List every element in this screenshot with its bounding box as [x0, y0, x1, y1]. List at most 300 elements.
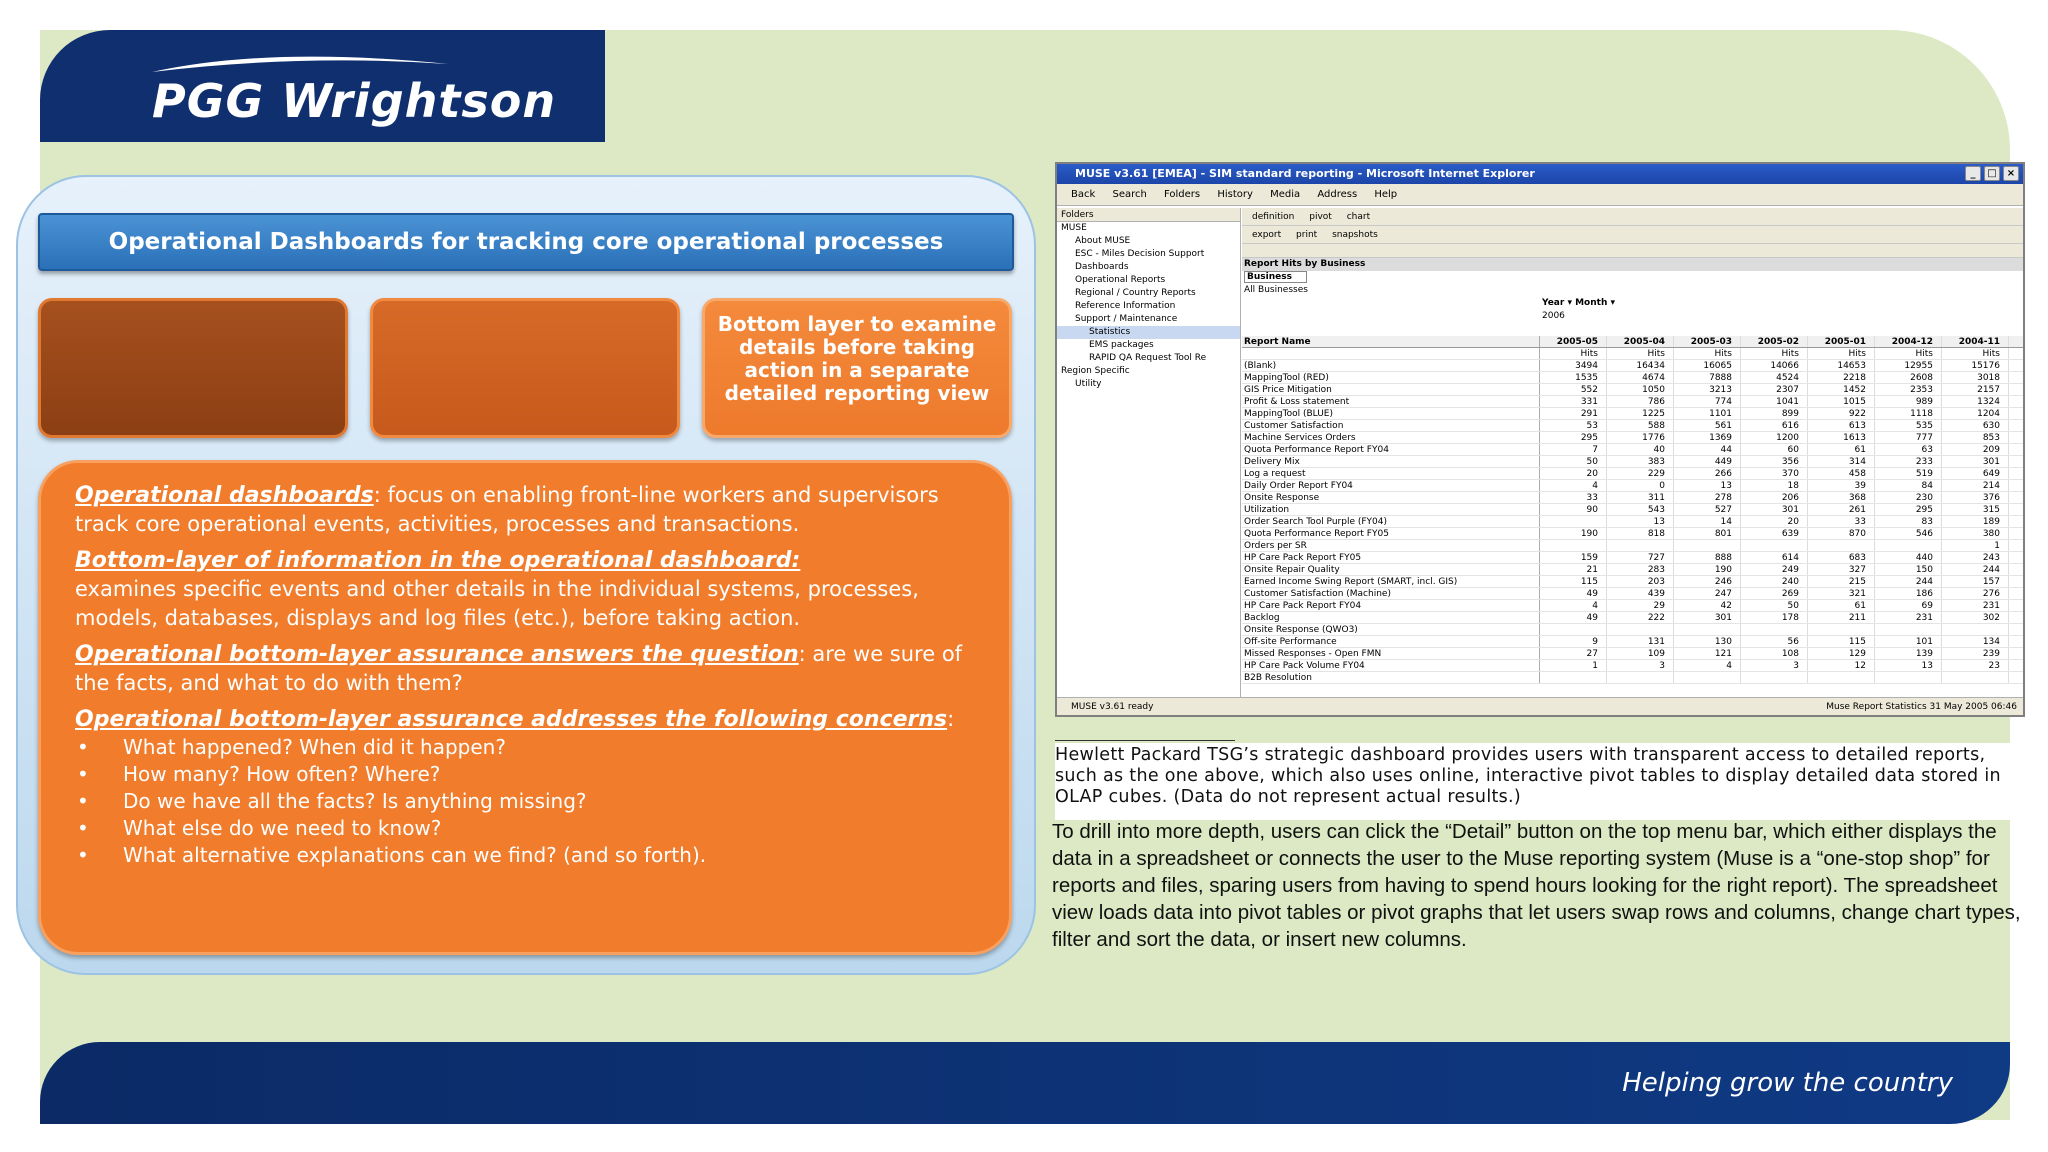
table-cell: 321	[1808, 588, 1875, 599]
table-cell	[1942, 672, 2009, 683]
table-cell: 83	[1875, 516, 1942, 527]
table-cell: 380	[1942, 528, 2009, 539]
table-cell: 327	[1808, 564, 1875, 575]
table-cell: 190	[1674, 564, 1741, 575]
table-cell: Hits	[1674, 348, 1741, 359]
table-cell: 14653	[1808, 360, 1875, 371]
table-cell: 231	[1875, 612, 1942, 623]
table-cell: 33	[1540, 492, 1607, 503]
row-label: Customer Satisfaction	[1242, 420, 1540, 431]
table-cell: 1776	[1607, 432, 1674, 443]
table-cell: 2353	[1875, 384, 1942, 395]
snapshots-button[interactable]: snapshots	[1332, 230, 1378, 240]
table-cell: 84	[1875, 480, 1942, 491]
body-text: To drill into more depth, users can click the “Detail” button on the top menu bar, which either displays the data in a spreadsheet or connects the user to the Muse reporting system (Muse is a “one-stop shop” for reports and files, sparing users from having to spend hours looking for the right report). The spreadsheet view loads data into pivot tables or pivot graphs that let users swap rows and columns, change chart types, filter and sort the data, or insert new columns.	[1052, 820, 2021, 951]
folders-button[interactable]: Folders	[1164, 189, 1201, 200]
row-label: Onsite Response (QWO3)	[1242, 624, 1540, 635]
table-cell: 189	[1942, 516, 2009, 527]
table-cell	[1875, 624, 1942, 635]
pivot-column-header	[1242, 297, 2023, 310]
row-label: (Blank)	[1242, 360, 1540, 371]
chart-button[interactable]: chart	[1346, 212, 1371, 222]
table-row[interactable]	[1242, 444, 2023, 456]
table-cell: 0	[1607, 480, 1674, 491]
table-cell: 649	[1942, 468, 2009, 479]
bullet-icon: •	[77, 762, 89, 786]
table-row[interactable]	[1242, 600, 2023, 612]
paragraph-text: : focus on enabling front-line workers and supervisors track core operational events, activities, processes and transactions.	[75, 483, 939, 536]
table-cell: Hits	[1875, 348, 1942, 359]
table-cell: 246	[1674, 576, 1741, 587]
table-cell: 13	[1674, 480, 1741, 491]
row-label: Profit & Loss statement	[1242, 396, 1540, 407]
tree-item[interactable]: RAPID QA Request Tool Re	[1089, 353, 1207, 363]
report-toolbar	[1242, 208, 2023, 226]
bullet-icon: •	[77, 843, 89, 867]
table-cell: 44	[1674, 444, 1741, 455]
table-cell: 613	[1808, 420, 1875, 431]
help-button[interactable]: Help	[1374, 189, 1398, 200]
table-cell	[1741, 672, 1808, 683]
table-cell: 39	[1808, 480, 1875, 491]
pivot-button[interactable]: pivot	[1309, 212, 1332, 222]
table-cell	[1540, 516, 1607, 527]
table-cell: 276	[1942, 588, 2009, 599]
print-button[interactable]: print	[1296, 230, 1318, 240]
window-controls	[1965, 166, 2019, 181]
table-cell: 301	[1942, 456, 2009, 467]
history-button[interactable]: History	[1217, 189, 1253, 200]
bullet-icon: •	[77, 735, 89, 759]
table-cell: 888	[1674, 552, 1741, 563]
table-cell: 60	[1741, 444, 1808, 455]
table-cell	[1607, 672, 1674, 683]
table-cell: 2157	[1942, 384, 2009, 395]
table-cell: 1050	[1607, 384, 1674, 395]
filter-label[interactable]: Business	[1244, 271, 1307, 283]
tree-item[interactable]: About MUSE	[1075, 236, 1131, 246]
column-header: 2005-01	[1808, 336, 1875, 347]
table-cell: 2608	[1875, 372, 1942, 383]
table-cell: 283	[1607, 564, 1674, 575]
table-cell	[1607, 624, 1674, 635]
table-row[interactable]	[1242, 636, 2023, 648]
tagline: Helping grow the country	[1622, 1068, 1953, 1098]
filter-value: All Businesses	[1244, 285, 1308, 295]
table-row[interactable]	[1242, 528, 2023, 540]
table-cell: 33	[1808, 516, 1875, 527]
table-cell: 108	[1741, 648, 1808, 659]
tree-item[interactable]: Utility	[1075, 379, 1102, 389]
table-cell: 134	[1942, 636, 2009, 647]
row-label: HP Care Pack Report FY04	[1242, 600, 1540, 611]
table-cell: 215	[1808, 576, 1875, 587]
table-row[interactable]	[1242, 492, 2023, 504]
table-cell: 56	[1741, 636, 1808, 647]
table-cell: 49	[1540, 612, 1607, 623]
pivot-columns-label[interactable]: Year ▾ Month ▾	[1542, 298, 1615, 308]
table-cell: Hits	[1808, 348, 1875, 359]
table-cell: 356	[1741, 456, 1808, 467]
maximize-icon[interactable]: □	[1984, 166, 2000, 181]
table-cell: 261	[1808, 504, 1875, 515]
paragraph-heading: Operational dashboards	[75, 483, 374, 508]
table-cell: 7888	[1674, 372, 1741, 383]
tree-header: Folders	[1057, 208, 1240, 222]
paragraph-heading: Operational bottom-layer assurance addresses the following concerns	[75, 707, 948, 732]
table-cell: 206	[1741, 492, 1808, 503]
table-cell: 546	[1875, 528, 1942, 539]
bullet-icon: •	[77, 789, 89, 813]
table-cell: 239	[1942, 648, 2009, 659]
paragraph-text: :	[947, 707, 955, 731]
list-item: • What alternative explanations can we find? (and so forth).	[77, 843, 707, 867]
table-cell: 101	[1875, 636, 1942, 647]
table-row[interactable]	[1242, 420, 2023, 432]
table-cell: 1204	[1942, 408, 2009, 419]
address-button[interactable]: Address	[1317, 189, 1358, 200]
table-cell: 229	[1607, 468, 1674, 479]
table-cell: 186	[1875, 588, 1942, 599]
bullet-icon: •	[77, 816, 89, 840]
table-cell: 3018	[1942, 372, 2009, 383]
export-button[interactable]: export	[1252, 230, 1282, 240]
report-toolbar-2	[1242, 226, 2023, 244]
table-cell: 630	[1942, 420, 2009, 431]
table-cell: 115	[1808, 636, 1875, 647]
row-label: Utilization	[1242, 504, 1540, 515]
row-label: Delivery Mix	[1242, 456, 1540, 467]
table-cell: 209	[1942, 444, 2009, 455]
table-cell: 231	[1942, 600, 2009, 611]
table-cell: 130	[1674, 636, 1741, 647]
table-cell: 40	[1607, 444, 1674, 455]
table-cell: 222	[1607, 612, 1674, 623]
table-cell: 244	[1875, 576, 1942, 587]
table-cell: 588	[1607, 420, 1674, 431]
table-cell	[1808, 540, 1875, 551]
table-cell: 190	[1540, 528, 1607, 539]
row-label: MappingTool (RED)	[1242, 372, 1540, 383]
table-row[interactable]	[1242, 576, 2023, 588]
paragraph-text: examines specific events and other details in the individual systems, processes, models, databases, displays and log files (etc.), before taking action.	[75, 577, 919, 630]
window-titlebar	[1057, 164, 2023, 184]
table-cell	[1674, 672, 1741, 683]
list-item: • What happened? When did it happen?	[77, 735, 506, 759]
row-label: Missed Responses - Open FMN	[1242, 648, 1540, 659]
table-cell: 301	[1674, 612, 1741, 623]
table-cell: 63	[1875, 444, 1942, 455]
tree-item[interactable]: Reference Information	[1075, 301, 1176, 311]
table-row[interactable]	[1242, 624, 2023, 636]
table-cell: 7	[1540, 444, 1607, 455]
table-cell: 20	[1540, 468, 1607, 479]
table-row[interactable]	[1242, 372, 2023, 384]
tree-item[interactable]: Region Specific	[1061, 366, 1130, 376]
table-cell: 818	[1607, 528, 1674, 539]
table-cell: 616	[1741, 420, 1808, 431]
table-cell: 249	[1741, 564, 1808, 575]
table-row[interactable]	[1242, 648, 2023, 660]
table-cell	[1540, 672, 1607, 683]
table-cell: 1101	[1674, 408, 1741, 419]
table-cell: 561	[1674, 420, 1741, 431]
middle-layer-box	[370, 298, 680, 438]
column-header: 2005-03	[1674, 336, 1741, 347]
table-cell: 295	[1540, 432, 1607, 443]
table-cell: 139	[1875, 648, 1942, 659]
table-cell: 853	[1942, 432, 2009, 443]
paragraph-heading: Bottom-layer of information in the operational dashboard:	[75, 548, 801, 573]
table-cell	[1741, 624, 1808, 635]
row-label: HP Care Pack Report FY05	[1242, 552, 1540, 563]
table-row[interactable]	[1242, 612, 2023, 624]
table-cell: 801	[1674, 528, 1741, 539]
table-cell	[1540, 624, 1607, 635]
table-cell: 53	[1540, 420, 1607, 431]
table-cell: 527	[1674, 504, 1741, 515]
table-row[interactable]	[1242, 396, 2023, 408]
table-cell: 1015	[1808, 396, 1875, 407]
table-cell: 20	[1741, 516, 1808, 527]
table-cell: 266	[1674, 468, 1741, 479]
table-cell: 61	[1808, 600, 1875, 611]
table-cell: 4674	[1607, 372, 1674, 383]
table-cell: 1200	[1741, 432, 1808, 443]
table-cell: 1324	[1942, 396, 2009, 407]
table-cell: 21	[1540, 564, 1607, 575]
tree-item[interactable]: Support / Maintenance	[1075, 314, 1178, 324]
row-label: Log a request	[1242, 468, 1540, 479]
table-cell: 291	[1540, 408, 1607, 419]
report-area	[1242, 208, 2023, 697]
table-cell: 109	[1607, 648, 1674, 659]
table-cell: 12955	[1875, 360, 1942, 371]
table-cell: 14066	[1741, 360, 1808, 371]
search-button[interactable]: Search	[1112, 189, 1147, 200]
unit-row	[1242, 348, 2023, 360]
row-label: Backlog	[1242, 612, 1540, 623]
paragraph-heading: Operational bottom-layer assurance answers the question	[75, 642, 799, 667]
table-cell: 50	[1741, 600, 1808, 611]
status-bar	[1057, 697, 2023, 715]
table-cell: 683	[1808, 552, 1875, 563]
row-label: Quota Performance Report FY04	[1242, 444, 1540, 455]
table-cell: 1041	[1741, 396, 1808, 407]
panel-title: Operational Dashboards for tracking core operational processes	[38, 213, 1014, 271]
status-left: MUSE v3.61 ready	[1071, 702, 1154, 712]
table-cell: 243	[1942, 552, 2009, 563]
table-row[interactable]	[1242, 660, 2023, 672]
table-cell: 458	[1808, 468, 1875, 479]
close-icon[interactable]: ×	[2003, 166, 2019, 181]
tree-item[interactable]: EMS packages	[1089, 340, 1154, 350]
table-cell	[1875, 540, 1942, 551]
table-cell: 278	[1674, 492, 1741, 503]
caption-divider	[1055, 740, 1235, 741]
table-cell: 42	[1674, 600, 1741, 611]
table-cell: 301	[1741, 504, 1808, 515]
table-row[interactable]	[1242, 384, 2023, 396]
window-title: MUSE v3.61 [EMEA] - SIM standard reporting - Microsoft Internet Explorer	[1075, 167, 1535, 180]
company-logo: PGG Wrightson	[152, 74, 557, 128]
table-cell: 49	[1540, 588, 1607, 599]
tree-item-selected[interactable]: Statistics	[1057, 326, 1240, 339]
table-cell: 1452	[1808, 384, 1875, 395]
table-header	[1242, 336, 2023, 348]
table-cell: 314	[1808, 456, 1875, 467]
table-cell: 777	[1875, 432, 1942, 443]
table-cell: 543	[1607, 504, 1674, 515]
table-row[interactable]	[1242, 408, 2023, 420]
row-label: Onsite Repair Quality	[1242, 564, 1540, 575]
table-cell: 331	[1540, 396, 1607, 407]
tree-item[interactable]: Regional / Country Reports	[1075, 288, 1196, 298]
table-cell: 774	[1674, 396, 1741, 407]
row-label: B2B Resolution	[1242, 672, 1540, 683]
table-cell: 157	[1942, 576, 2009, 587]
paragraph-assurance-question	[75, 640, 979, 698]
table-cell: 535	[1875, 420, 1942, 431]
table-cell: 439	[1607, 588, 1674, 599]
table-cell: 129	[1808, 648, 1875, 659]
table-cell: 27	[1540, 648, 1607, 659]
column-header: 2004-11	[1942, 336, 2009, 347]
table-cell: Hits	[1540, 348, 1607, 359]
table-cell: 449	[1674, 456, 1741, 467]
table-cell: 552	[1540, 384, 1607, 395]
definition-button[interactable]: definition	[1252, 212, 1295, 222]
table-cell: 614	[1741, 552, 1808, 563]
table-cell	[1540, 540, 1607, 551]
table-cell: 3	[1607, 660, 1674, 671]
column-header: 2005-05	[1540, 336, 1607, 347]
table-row[interactable]	[1242, 564, 2023, 576]
minimize-icon[interactable]: _	[1965, 166, 1981, 181]
year-label: 2006	[1542, 311, 1565, 321]
table-cell: 315	[1942, 504, 2009, 515]
table-cell: 50	[1540, 456, 1607, 467]
column-header: 2005-02	[1741, 336, 1808, 347]
table-cell: 922	[1808, 408, 1875, 419]
table-cell: 1613	[1808, 432, 1875, 443]
table-row[interactable]	[1242, 432, 2023, 444]
table-cell: 3213	[1674, 384, 1741, 395]
table-cell: 15176	[1942, 360, 2009, 371]
row-label: Earned Income Swing Report (SMART, incl. GIS)	[1242, 576, 1540, 587]
table-row[interactable]	[1242, 468, 2023, 480]
table-row[interactable]	[1242, 456, 2023, 468]
table-cell: 1535	[1540, 372, 1607, 383]
table-cell: 3	[1741, 660, 1808, 671]
table-cell: 786	[1607, 396, 1674, 407]
table-row[interactable]	[1242, 480, 2023, 492]
table-cell: 870	[1808, 528, 1875, 539]
table-cell	[1242, 348, 1540, 359]
table-cell: 159	[1540, 552, 1607, 563]
table-cell: 1369	[1674, 432, 1741, 443]
table-row[interactable]	[1242, 540, 2023, 552]
table-cell: 23	[1942, 660, 2009, 671]
folder-tree	[1057, 208, 1241, 697]
tree-item[interactable]: MUSE	[1061, 223, 1087, 233]
table-row[interactable]	[1242, 588, 2023, 600]
window-body	[1057, 208, 2023, 697]
list-item: • What else do we need to know?	[77, 816, 442, 840]
paragraph-text: : are we sure of the facts, and what to do with them?	[75, 642, 963, 695]
table-cell: 69	[1875, 600, 1942, 611]
table-row[interactable]	[1242, 552, 2023, 564]
report-title: Report Hits by Business	[1242, 258, 2023, 271]
table-cell: 115	[1540, 576, 1607, 587]
table-cell: 368	[1808, 492, 1875, 503]
paragraph-bottom-layer	[75, 546, 979, 633]
table-row[interactable]	[1242, 504, 2023, 516]
table-cell: 244	[1942, 564, 2009, 575]
row-label: Customer Satisfaction (Machine)	[1242, 588, 1540, 599]
column-header: 2005-04	[1607, 336, 1674, 347]
table-cell: 211	[1808, 612, 1875, 623]
paragraph-assurance-concerns	[75, 705, 979, 734]
table-cell: 233	[1875, 456, 1942, 467]
table-cell: 295	[1875, 504, 1942, 515]
table-cell	[1875, 672, 1942, 683]
table-cell: 16065	[1674, 360, 1741, 371]
table-cell: 370	[1741, 468, 1808, 479]
table-cell: Hits	[1607, 348, 1674, 359]
table-cell: 150	[1875, 564, 1942, 575]
table-cell: 1	[1942, 540, 2009, 551]
table-cell: 29	[1607, 600, 1674, 611]
table-cell: 727	[1607, 552, 1674, 563]
table-cell	[1607, 540, 1674, 551]
tree-item[interactable]: Operational Reports	[1075, 275, 1166, 285]
row-label: Off-site Performance	[1242, 636, 1540, 647]
table-cell: 440	[1875, 552, 1942, 563]
table-cell: Hits	[1741, 348, 1808, 359]
tree-item[interactable]: Dashboards	[1075, 262, 1129, 272]
table-cell: 2218	[1808, 372, 1875, 383]
pivot-toolbar	[1242, 244, 2023, 258]
table-cell: 178	[1741, 612, 1808, 623]
list-item: • How many? How often? Where?	[77, 762, 441, 786]
table-cell: 16434	[1607, 360, 1674, 371]
concerns-list	[75, 734, 979, 869]
table-cell: 121	[1674, 648, 1741, 659]
column-header: 2004-12	[1875, 336, 1942, 347]
row-label: GIS Price Mitigation	[1242, 384, 1540, 395]
column-header: Report Name	[1242, 336, 1540, 347]
table-cell: 376	[1942, 492, 2009, 503]
table-cell: 203	[1607, 576, 1674, 587]
table-cell: 13	[1607, 516, 1674, 527]
table-cell: Hits	[1942, 348, 2009, 359]
table-row[interactable]	[1242, 516, 2023, 528]
back-button[interactable]: Back	[1071, 189, 1096, 200]
table-row[interactable]	[1242, 672, 2023, 684]
tree-item[interactable]: ESC - Miles Decision Support	[1075, 249, 1205, 259]
top-layer-box	[38, 298, 348, 438]
table-cell: 12	[1808, 660, 1875, 671]
status-right: Muse Report Statistics 31 May 2005 06:46	[1826, 702, 2017, 712]
media-button[interactable]: Media	[1270, 189, 1301, 200]
table-cell: 519	[1875, 468, 1942, 479]
table-row[interactable]	[1242, 360, 2023, 372]
row-label: Orders per SR	[1242, 540, 1540, 551]
description-box	[38, 460, 1012, 955]
table-cell: 247	[1674, 588, 1741, 599]
browser-toolbar	[1057, 184, 2023, 206]
